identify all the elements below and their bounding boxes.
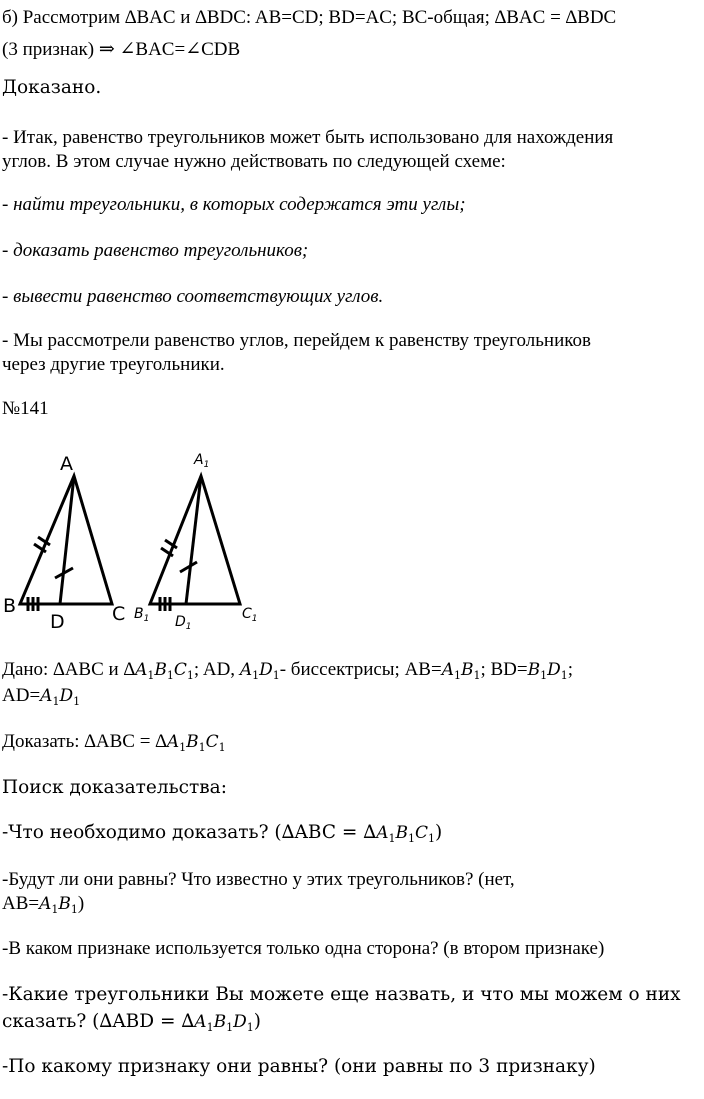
text-line: - Итак, равенство треугольников может быть использовано для нахождения — [2, 127, 614, 148]
triangles-figure — [0, 440, 704, 640]
question-line: -Что необходимо доказать? $(\Delta ABC = \Delta A_1B_1C_1)$ — [2, 822, 443, 845]
prove-line: Доказать: $\Delta ABC = \Delta A_1B_1C_1$ — [2, 731, 226, 754]
vertex-d1-label: $D_1$ — [175, 614, 192, 632]
question-line: сказать? $(\Delta ABD = \Delta A_1B_1D_1)$ — [2, 1011, 261, 1034]
question-line: -В каком признаке используется только одна сторона? (в втором признаке) — [2, 938, 605, 959]
text-line: углов. В этом случае нужно действовать по следующей схеме: — [2, 151, 506, 172]
bullet-item: - найти треугольники, в которых содержатся эти углы; — [2, 194, 466, 215]
vertex-b-label: B — [3, 595, 17, 617]
text-line: - Мы рассмотрели равенство углов, перейдем к равенству треугольников — [2, 330, 591, 351]
triangle-a1b1c1 — [150, 476, 240, 611]
triangle-abc — [20, 476, 112, 611]
vertex-c1-label: $C_1$ — [242, 606, 258, 624]
vertex-d-label: D — [50, 611, 65, 633]
text-line: б) Рассмотрим ∆BAC и ∆BDC: AB=CD; BD=AC; BC-общая; ∆BAC = ∆BDC — [2, 7, 617, 28]
question-line: -Какие треугольники Вы можете еще назвать, и что мы можем о них — [2, 984, 681, 1005]
question-line: -Будут ли они равны? Что известно у этих треугольников? (нет, — [2, 869, 515, 890]
vertex-a1-label: $A_1$ — [194, 452, 210, 470]
problem-number: №141 — [2, 398, 49, 419]
vertex-b1-label: $B_1$ — [134, 606, 150, 624]
given-line: Дано: ∆ABC и $\Delta A_1B_1C_1$; AD, $A_1D_1-$ биссектрисы; $AB=A_1B_1$; $BD=B_1D_1$; — [2, 659, 574, 682]
text-line: Доказано. — [2, 77, 102, 98]
bullet-item: - вывести равенство соответствующих углов. — [2, 286, 384, 307]
text-line: (3 признак) ⇒ ∠BAC=∠CDB — [2, 39, 241, 60]
bullet-item: - доказать равенство треугольников; — [2, 240, 309, 261]
vertex-c-label: C — [112, 603, 126, 625]
vertex-a-label: A — [60, 453, 73, 475]
question-line: $AB=A_1B_1$) — [2, 893, 85, 916]
question-line: -По какому признаку они равны? (они равны по 3 признаку) — [2, 1056, 596, 1077]
text-line: Поиск доказательства: — [2, 777, 227, 798]
given-line: $AD=A_1D_1$ — [2, 685, 81, 708]
text-line: через другие треугольники. — [2, 354, 225, 375]
